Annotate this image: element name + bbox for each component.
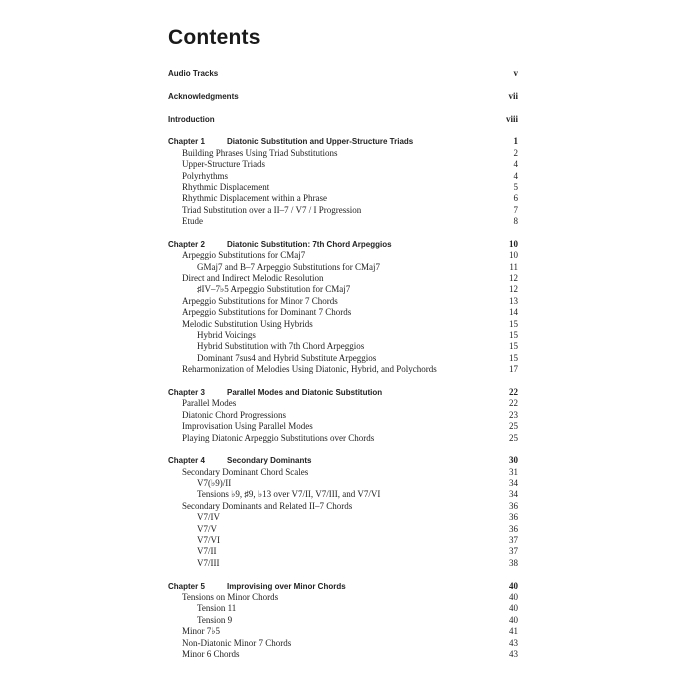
toc-entry[interactable]: [168, 353, 518, 364]
chapter-number: Chapter 5: [168, 581, 205, 591]
toc-entry-label: Hybrid Voicings: [197, 329, 256, 340]
toc-chapter-group: [168, 581, 518, 661]
toc-chapter-group: [168, 387, 518, 444]
toc-entry-label: Secondary Dominants and Related II–7 Chords: [182, 500, 353, 511]
toc-chapter-heading[interactable]: [168, 581, 518, 592]
toc-entry-label: V7(♭9)/II: [197, 478, 232, 489]
toc-entry[interactable]: [168, 296, 518, 307]
toc-entry[interactable]: [168, 421, 518, 432]
table-of-contents: [168, 68, 518, 660]
toc-entry[interactable]: [168, 626, 518, 637]
toc-entry[interactable]: [168, 592, 518, 603]
chapter-title: Secondary Dominants: [227, 456, 312, 466]
toc-entry[interactable]: [168, 410, 518, 421]
toc-page-number: 14: [509, 307, 518, 318]
toc-entry[interactable]: [168, 398, 518, 409]
toc-entry-label: Diatonic Chord Progressions: [182, 409, 286, 420]
toc-page-number: 4: [513, 170, 518, 181]
toc-front-matter-item[interactable]: [168, 114, 518, 125]
toc-page-number: 6: [513, 193, 518, 204]
chapter-number: Chapter 1: [168, 137, 205, 147]
contents-page: [168, 26, 518, 672]
toc-page-number: 12: [509, 284, 518, 295]
toc-entry[interactable]: [168, 205, 518, 216]
toc-entry-label: GMaj7 and B–7 Arpeggio Substitutions for CMaj7: [197, 261, 380, 272]
toc-chapter-group: [168, 136, 518, 227]
toc-entry-label: Acknowledgments: [168, 91, 239, 101]
toc-entry-label: Introduction: [168, 114, 215, 124]
toc-entry[interactable]: [168, 478, 518, 489]
toc-chapter-heading[interactable]: [168, 455, 518, 466]
toc-page-number: 22: [509, 398, 518, 409]
chapter-title: Diatonic Substitution and Upper-Structure Triads: [227, 137, 414, 147]
toc-entry-label: Rhythmic Displacement: [182, 181, 270, 192]
toc-entry[interactable]: [168, 603, 518, 614]
toc-page-number: 4: [513, 159, 518, 170]
toc-page-number: 37: [509, 535, 518, 546]
toc-entry-label: Rhythmic Displacement within a Phrase: [182, 193, 327, 204]
toc-entry-label: V7/V: [197, 523, 217, 534]
toc-chapter-group: [168, 239, 518, 376]
toc-entry[interactable]: [168, 512, 518, 523]
toc-entry-label: Playing Diatonic Arpeggio Substitutions over Chords: [182, 432, 375, 443]
toc-entry-label: Tensions ♭9, ♯9, ♭13 over V7/II, V7/III, and V7/VI: [197, 489, 381, 500]
toc-page-number: 15: [509, 318, 518, 329]
toc-entry-label: Etude: [182, 216, 203, 227]
toc-page-number: 43: [509, 648, 518, 659]
toc-chapter-label: [168, 581, 346, 592]
toc-entry-label: Melodic Substitution Using Hybrids: [182, 318, 313, 329]
toc-chapter-label: [168, 455, 311, 466]
toc-page-number: 40: [509, 580, 518, 591]
toc-entry[interactable]: [168, 307, 518, 318]
toc-page-number: 12: [509, 273, 518, 284]
chapter-title: Improvising over Minor Chords: [227, 581, 346, 591]
toc-entry-label: V7/IV: [197, 512, 220, 523]
toc-entry[interactable]: [168, 615, 518, 626]
toc-entry[interactable]: [168, 546, 518, 557]
toc-page-number: 38: [509, 557, 518, 568]
toc-page-number: 40: [509, 614, 518, 625]
toc-entry-label: Reharmonization of Melodies Using Diatonic, Hybrid, and Polychords: [182, 364, 437, 375]
toc-page-number: 15: [509, 329, 518, 340]
toc-page-number: v: [513, 68, 518, 78]
toc-entry[interactable]: [168, 262, 518, 273]
toc-entry[interactable]: [168, 171, 518, 182]
toc-page-number: 11: [509, 261, 518, 272]
toc-entry[interactable]: [168, 330, 518, 341]
toc-chapter-heading[interactable]: [168, 387, 518, 398]
toc-page-number: 17: [509, 364, 518, 375]
toc-chapter-label: [168, 387, 382, 398]
toc-front-matter-item[interactable]: [168, 91, 518, 102]
toc-entry-label: Tension 9: [197, 614, 233, 625]
toc-entry[interactable]: [168, 467, 518, 478]
toc-chapter-label: [168, 136, 413, 147]
toc-entry[interactable]: [168, 250, 518, 261]
toc-page-number: 34: [509, 489, 518, 500]
toc-page-number: 7: [513, 204, 518, 215]
toc-entry-label: V7/II: [197, 546, 217, 557]
toc-entry-label: Building Phrases Using Triad Substitutions: [182, 147, 338, 158]
toc-page-number: 25: [509, 432, 518, 443]
toc-page-number: 8: [513, 216, 518, 227]
toc-entry[interactable]: [168, 148, 518, 159]
toc-entry-label: ♯IV–7♭5 Arpeggio Substitution for CMaj7: [197, 284, 351, 295]
toc-front-matter-item[interactable]: [168, 68, 518, 79]
toc-entry-label: Non-Diatonic Minor 7 Chords: [182, 637, 292, 648]
toc-page-number: 13: [509, 295, 518, 306]
toc-entry-label: Triad Substitution over a II–7 / V7 / I Progression: [182, 204, 362, 215]
toc-entry-label: Minor 6 Chords: [182, 648, 240, 659]
toc-entry-label: Tensions on Minor Chords: [182, 591, 279, 602]
toc-chapter-heading[interactable]: [168, 136, 518, 147]
toc-page-number: 40: [509, 591, 518, 602]
toc-page-number: 15: [509, 352, 518, 363]
toc-entry-label: Parallel Modes: [182, 398, 237, 409]
toc-page-number: 43: [509, 637, 518, 648]
toc-chapter-heading[interactable]: [168, 239, 518, 250]
toc-entry[interactable]: [168, 284, 518, 295]
chapter-number: Chapter 4: [168, 456, 205, 466]
toc-entry[interactable]: [168, 216, 518, 227]
toc-entry[interactable]: [168, 364, 518, 375]
toc-entry[interactable]: [168, 638, 518, 649]
toc-page-number: 25: [509, 421, 518, 432]
toc-page-number: 41: [509, 626, 518, 637]
toc-page-number: 30: [509, 455, 518, 466]
toc-entry-label: Arpeggio Substitutions for CMaj7: [182, 250, 306, 261]
toc-entry[interactable]: [168, 433, 518, 444]
toc-page-number: 36: [509, 500, 518, 511]
toc-page-number: 37: [509, 546, 518, 557]
toc-chapter-group: [168, 455, 518, 569]
toc-page-number: 34: [509, 478, 518, 489]
toc-page-number: 5: [513, 181, 518, 192]
toc-entry[interactable]: [168, 319, 518, 330]
toc-page-number: 36: [509, 523, 518, 534]
toc-page-number: 36: [509, 512, 518, 523]
chapter-number: Chapter 2: [168, 239, 205, 249]
page-title: Contents: [168, 26, 261, 49]
toc-page-number: 15: [509, 341, 518, 352]
toc-entry[interactable]: [168, 558, 518, 569]
toc-entry-label: Arpeggio Substitutions for Minor 7 Chords: [182, 295, 338, 306]
toc-entry[interactable]: [168, 159, 518, 170]
toc-page-number: vii: [508, 90, 518, 101]
toc-entry-label: Improvisation Using Parallel Modes: [182, 421, 313, 432]
toc-entry-label: V7/III: [197, 557, 220, 568]
toc-entry-label: Minor 7♭5: [182, 626, 220, 637]
toc-entry-label: Polyrhythms: [182, 170, 229, 181]
toc-page-number: viii: [505, 113, 518, 124]
toc-page-number: 1: [513, 136, 518, 147]
toc-entry-label: Direct and Indirect Melodic Resolution: [182, 273, 324, 284]
toc-page-number: 10: [509, 238, 518, 249]
toc-page-number: 2: [513, 147, 518, 158]
toc-entry[interactable]: [168, 193, 518, 204]
toc-entry[interactable]: [168, 501, 518, 512]
toc-entry-label: Tension 11: [197, 603, 237, 614]
toc-entry[interactable]: [168, 649, 518, 660]
toc-entry-label: Upper-Structure Triads: [182, 159, 266, 170]
toc-entry[interactable]: [168, 535, 518, 546]
toc-page-number: 10: [509, 250, 518, 261]
toc-entry[interactable]: [168, 489, 518, 500]
toc-page-number: 31: [509, 466, 518, 477]
toc-entry[interactable]: [168, 182, 518, 193]
chapter-title: Diatonic Substitution: 7th Chord Arpeggios: [227, 239, 392, 249]
toc-entry[interactable]: [168, 341, 518, 352]
toc-entry-label: V7/VI: [197, 535, 220, 546]
toc-chapter-label: [168, 239, 392, 250]
toc-entry-label: Dominant 7sus4 and Hybrid Substitute Arpeggios: [197, 352, 377, 363]
toc-page-number: 40: [509, 603, 518, 614]
toc-entry-label: Arpeggio Substitutions for Dominant 7 Chords: [182, 307, 352, 318]
toc-entry-label: Secondary Dominant Chord Scales: [182, 466, 309, 477]
toc-entry[interactable]: [168, 273, 518, 284]
toc-entry[interactable]: [168, 524, 518, 535]
toc-entry-label: Hybrid Substitution with 7th Chord Arpeggios: [197, 341, 365, 352]
chapter-number: Chapter 3: [168, 387, 205, 397]
toc-entry-label: Audio Tracks: [168, 69, 219, 78]
toc-page-number: 22: [509, 386, 518, 397]
chapter-title: Parallel Modes and Diatonic Substitution: [227, 387, 383, 397]
toc-page-number: 23: [509, 409, 518, 420]
